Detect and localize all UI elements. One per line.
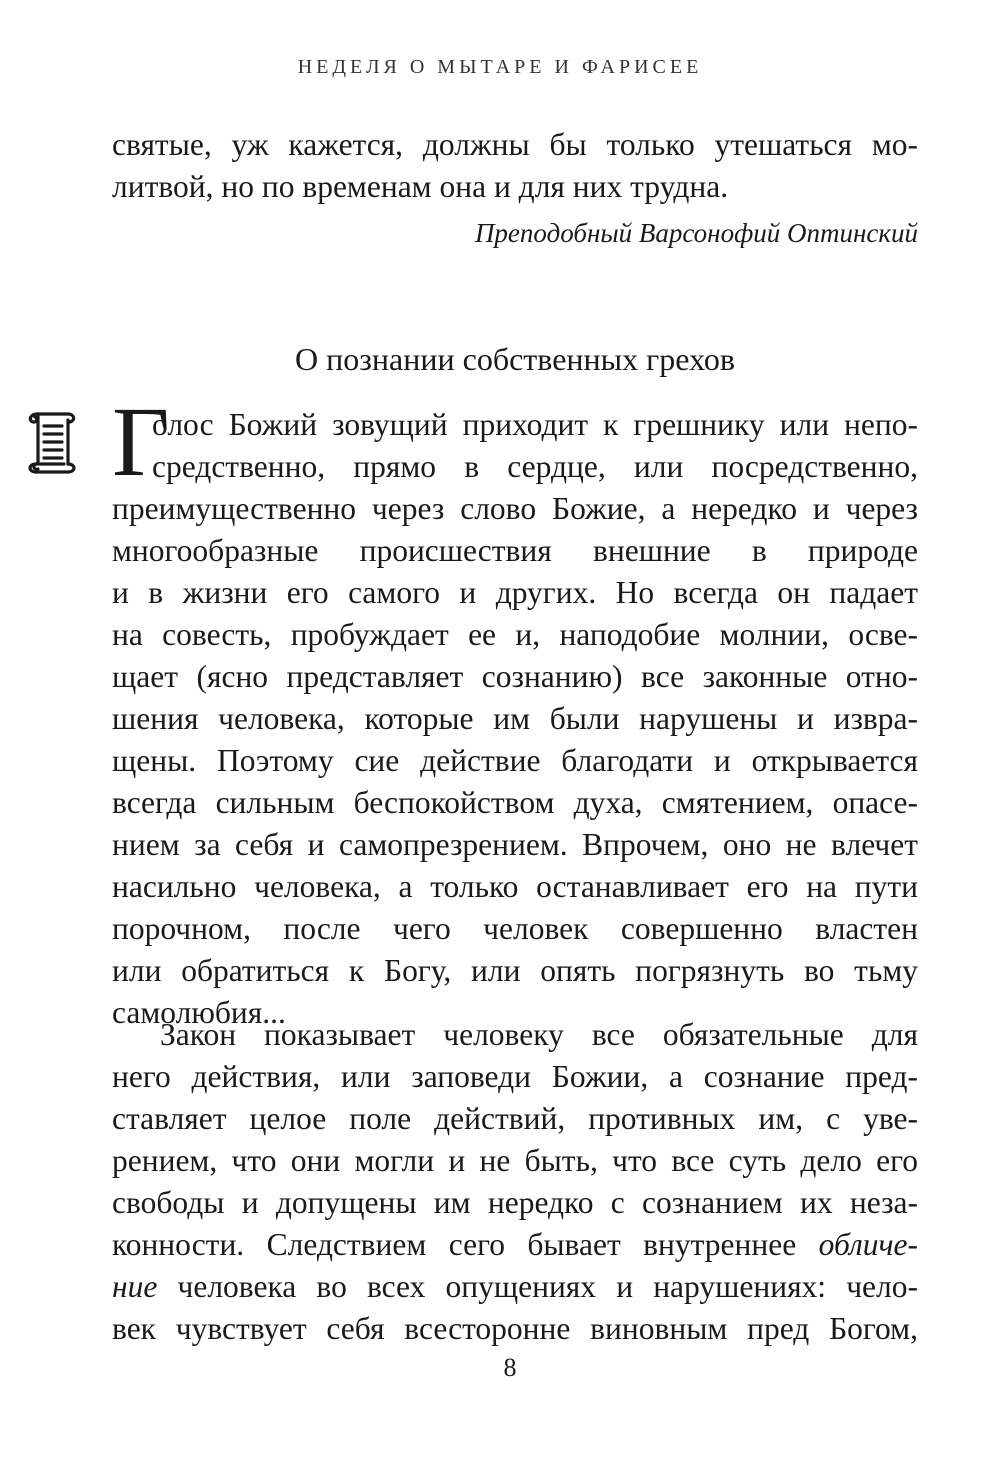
text-line: многообразные происшествия внешние в природе [112,533,918,568]
text-line: самолюбия... [112,995,286,1030]
text-line [112,1266,918,1308]
quote-attribution: Преподобный Варсонофий Оптинский [474,218,918,248]
text-line: Закон показывает человеку все обязательные для [160,1017,918,1052]
text-line: нием за себя и самопрезрением. Впрочем, оно не влечет [112,827,918,862]
text-line: всегда сильным беспокойством духа, смятением, опасе- [112,785,918,820]
text-segment: конности. Следствием сего бывает внутреннее [112,1227,819,1262]
text-line: и в жизни его самого и других. Но всегда он падает [112,575,918,610]
text-line: средственно, прямо в сердце, или посредственно, [152,449,918,484]
text-line: него действия, или заповеди Божии, а сознание пред- [112,1059,918,1094]
drop-cap: Г [112,386,170,497]
text-line: щает (ясно представляет сознанию) все законные отно- [112,659,918,694]
quote-block [112,124,918,254]
text-line: олос Божий зовущий приходит к грешнику или непо- [152,407,918,442]
quote-line: святые, уж кажется, должны бы только утешаться мо- [112,127,918,162]
text-line: ставляет целое поле действий, противных им, с уве- [112,1101,918,1136]
scroll-icon [24,406,80,474]
text-line [112,1224,918,1266]
section-title: О познании собственных грехов [295,341,735,377]
text-line: на совесть, пробуждает ее и, наподобие молнии, осве- [112,617,918,652]
text-line: порочном, после чего человек совершенно властен [112,911,918,946]
paragraph-2 [112,1014,918,1350]
text-line: век чувствует себя всесторонне виновным пред Богом, [112,1311,918,1346]
quote-line: литвой, но по временам она и для них трудна. [112,169,729,204]
page-number: 8 [503,1353,517,1382]
paragraph-1 [112,404,918,1034]
text-line: преимущественно через слово Божие, а нередко и через [112,491,918,526]
text-line: рением, что они могли и не быть, что все суть дело его [112,1143,918,1178]
text-line: или обратиться к Богу, или опять погрязнуть во тьму [112,953,918,988]
italic-word: ние [112,1269,158,1304]
text-segment: человека во всех опущениях и нарушениях: чело- [157,1269,918,1304]
text-line: шения человека, которые им были нарушены и извра- [112,701,918,736]
text-line: щены. Поэтому сие действие благодати и открывается [112,743,918,778]
text-line: насильно человека, а только останавливает его на пути [112,869,918,904]
text-line: свободы и допущены им нередко с сознанием их неза- [112,1185,918,1220]
italic-word: обличе- [818,1227,918,1262]
running-head: НЕДЕЛЯ О МЫТАРЕ И ФАРИСЕЕ [297,56,703,78]
